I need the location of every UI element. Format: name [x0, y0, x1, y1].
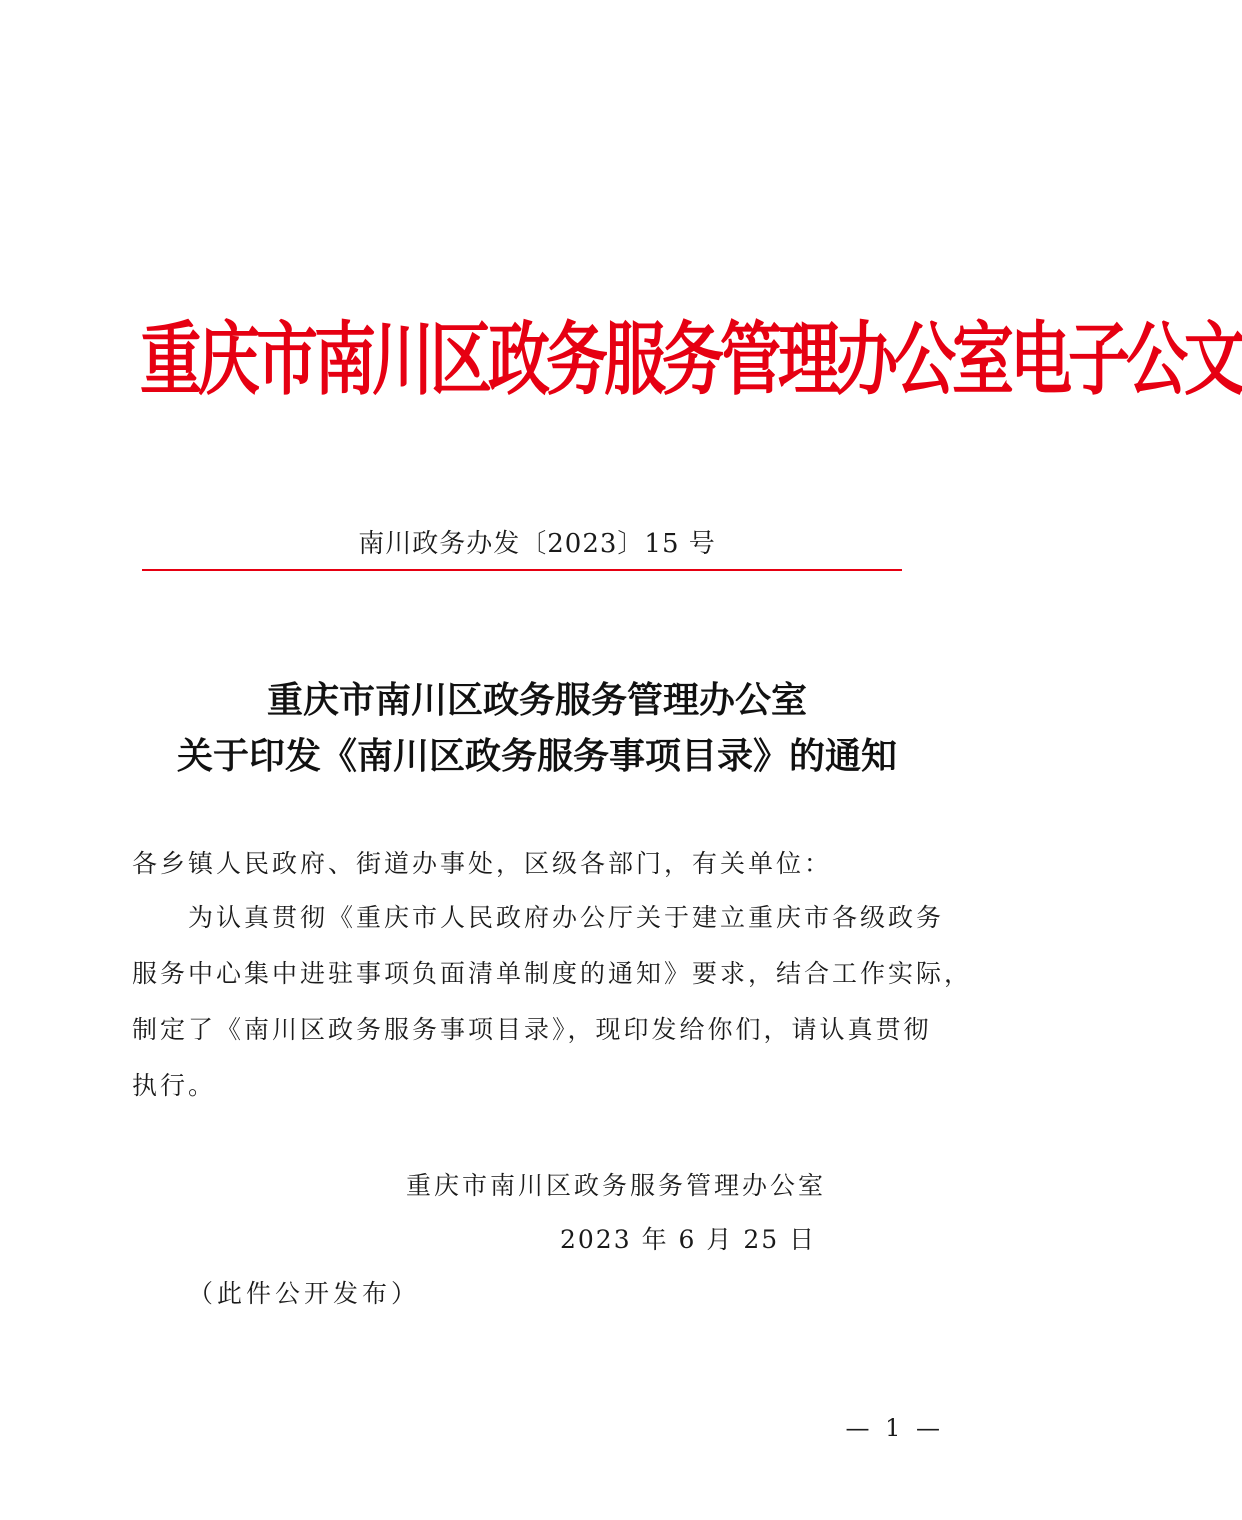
issue-date: 2023 年 6 月 25 日 [560, 1225, 817, 1254]
body-paragraph [132, 890, 973, 1114]
body-line-3: 制定了《南川区政务服务事项目录》，现印发给你们，请认真贯彻 [132, 1015, 932, 1044]
red-separator-line [142, 569, 902, 571]
issuing-authority: 重庆市南川区政务服务管理办公室 [406, 1171, 827, 1200]
body-line-1: 为认真贯彻《重庆市人民政府办公厅关于建立重庆市各级政务 [132, 903, 945, 932]
body-line-2: 服务中心集中进驻事项负面清单制度的通知》要求，结合工作实际， [132, 959, 973, 988]
title-line-2: 关于印发《南川区政务服务事项目录》的通知 [176, 735, 897, 777]
masthead-title: 重庆市南川区政务服务管理办公室电子公文 [140, 312, 1242, 407]
title-line-1: 重庆市南川区政务服务管理办公室 [266, 679, 807, 721]
disclosure-note: （此件公开发布） [188, 1279, 421, 1308]
page-number: — 1 — [845, 1414, 944, 1442]
document-number: 南川政务办发〔2023〕15 号 [358, 529, 716, 559]
document-title [0, 672, 1074, 784]
addressee-line: 各乡镇人民政府、街道办事处，区级各部门，有关单位： [132, 849, 833, 878]
body-line-4: 执行。 [132, 1071, 217, 1100]
